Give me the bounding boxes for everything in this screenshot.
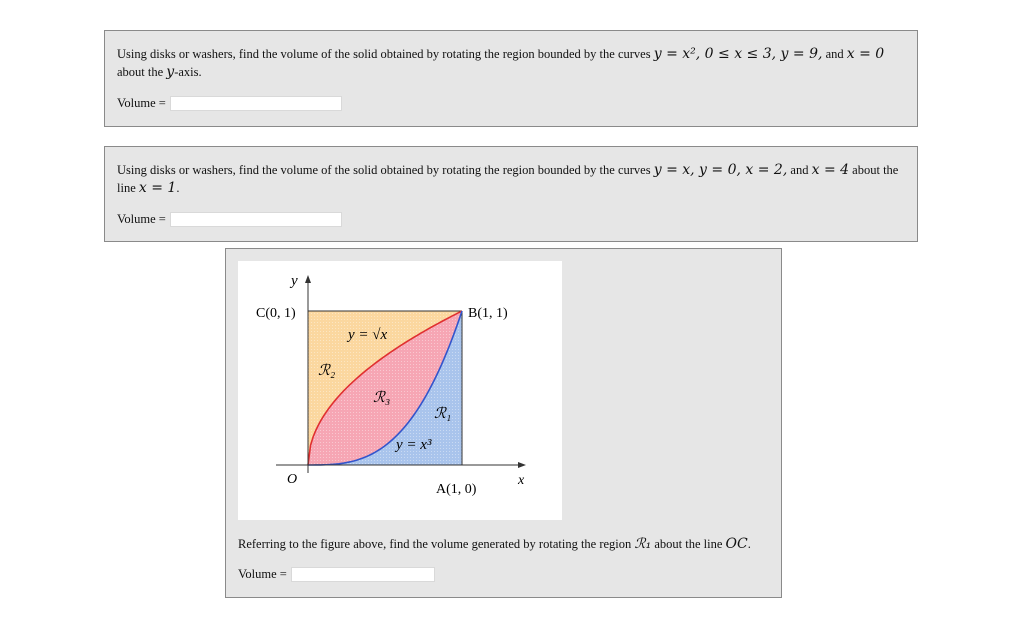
problem-2-card <box>104 146 918 242</box>
point-b-label: B(1, 1) <box>468 306 508 321</box>
problem-1-last-curve: x = 0 <box>846 46 885 62</box>
x-axis-label: x <box>518 473 525 488</box>
problem-2-prompt <box>117 161 907 197</box>
problem-2-axis: x = 1 <box>138 180 177 196</box>
x-axis-arrow <box>518 462 526 468</box>
volume-input-3[interactable] <box>291 567 435 582</box>
problem-3-region: ℛ₁ <box>634 536 652 552</box>
problem-3-end: . <box>747 537 751 551</box>
problem-1-about: about the <box>117 65 164 79</box>
volume-input-1[interactable] <box>170 96 342 111</box>
point-a-label: A(1, 0) <box>436 482 477 497</box>
problem-1-answer-row <box>117 96 342 111</box>
volume-input-2[interactable] <box>170 212 342 227</box>
problem-2-axis-suffix: . <box>176 181 180 195</box>
problem-2-curves: y = x, y = 0, x = 2, <box>653 162 788 178</box>
problem-1-axis-suffix: -axis. <box>174 65 202 79</box>
problem-2-text: Using disks or washers, find the volume of the solid obtained by rotating the region bounded by the curves <box>117 163 651 177</box>
volume-label-2: Volume = <box>117 212 166 226</box>
sqrt-curve-label: y = √x <box>348 327 388 343</box>
problem-3-about: about the line <box>654 537 723 551</box>
region-r2-label: ℛ₂ <box>318 363 336 379</box>
region-figure-svg <box>238 261 562 520</box>
problem-1-prompt <box>117 45 907 81</box>
problem-1-curves: y = x², 0 ≤ x ≤ 3, y = 9, <box>653 46 823 62</box>
problem-3-line: OC <box>725 536 748 552</box>
problem-2-and: and <box>790 163 809 177</box>
problem-1-and: and <box>825 47 844 61</box>
y-axis-label: y <box>291 273 298 289</box>
y-axis-arrow <box>305 275 311 283</box>
problem-1-text: Using disks or washers, find the volume of the solid obtained by rotating the region bounded by the curves <box>117 47 651 61</box>
volume-label-3: Volume = <box>238 567 287 581</box>
region-r3-label: ℛ₃ <box>373 390 391 406</box>
point-c-label: C(0, 1) <box>256 306 296 321</box>
problem-3-prompt <box>238 535 771 553</box>
problem-2-answer-row <box>117 212 342 227</box>
cube-curve-label: y = x³ <box>396 437 432 453</box>
problem-3-answer-row <box>238 567 435 582</box>
problem-2-about: about the line <box>117 163 899 195</box>
problem-3-card <box>225 248 782 598</box>
problem-1-card <box>104 30 918 127</box>
region-figure <box>238 261 562 520</box>
problem-3-text: Referring to the figure above, find the volume generated by rotating the region <box>238 537 632 551</box>
volume-label-1: Volume = <box>117 96 166 110</box>
problem-1-axis: y <box>166 64 175 80</box>
origin-label: O <box>287 472 298 487</box>
region-r1-label: ℛ₁ <box>434 406 452 422</box>
problem-2-last-curve: x = 4 <box>811 162 850 178</box>
